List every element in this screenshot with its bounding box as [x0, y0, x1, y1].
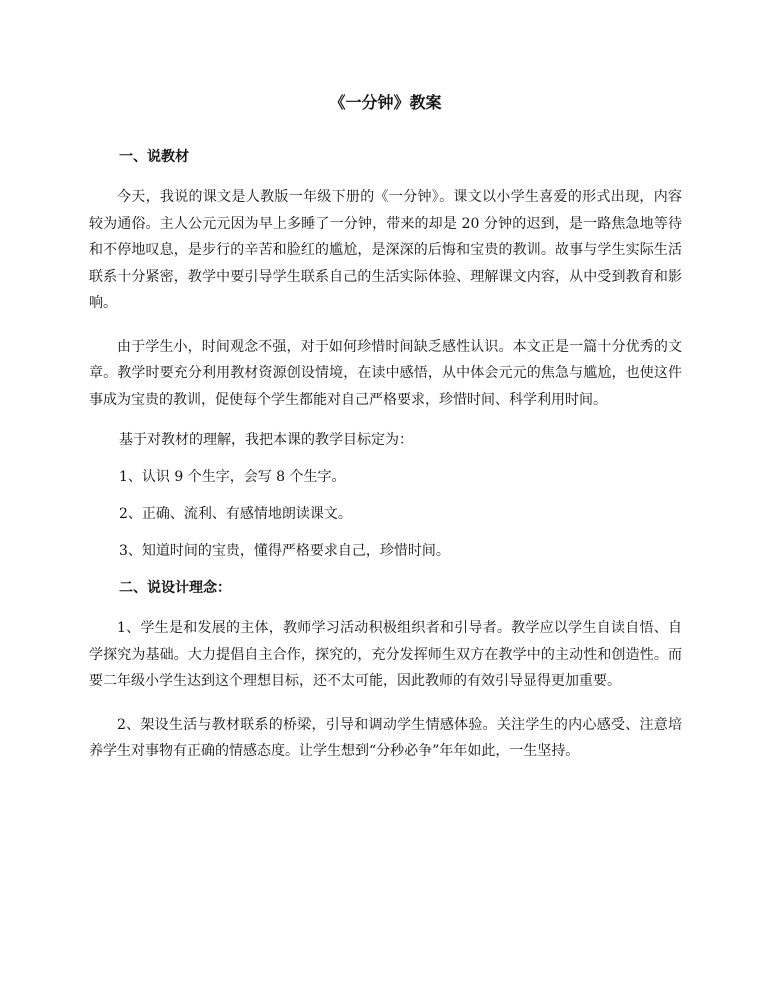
document-title: 《一分钟》教案	[329, 93, 442, 112]
section-heading-teaching-material: 一、说教材	[119, 149, 189, 165]
paragraph: 1、学生是和发展的主体，教师学习活动积极组织者和引导者。教学应以学生自读自悟、自学探究为基础。大力提倡自主合作，探究的，充分发挥师生双方在教学中的主动性和创造性。而要二年级小学生达到这个理想目标，还不太可能，因此教师的有效引导显得更加重要。	[89, 620, 682, 689]
paragraph: 今天，我说的课文是人教版一年级下册的《一分钟》。课文以小学生喜爱的形式出现，内容较为通俗。主人公元元因为早上多睡了一分钟，带来的却是 20 分钟的迟到，是一路焦急地等待和不停地叹息，是步行的辛苦和脸红的尴尬，是深深的后悔和宝贵的教训。故事与学生实际生活联系十分紧密，教学中要引导学生联系自己的生活实际体验、理解课文内容，从中受到教育和影响。	[89, 189, 682, 311]
goal-item: 2、正确、流利、有感情地朗读课文。	[119, 506, 352, 522]
paragraph: 由于学生小，时间观念不强，对于如何珍惜时间缺乏感性认识。本文正是一篇十分优秀的文章。教学时要充分利用教材资源创设情境，在读中感悟，从中体会元元的焦急与尴尬，也使这件事成为宝贵的教训，促使每个学生都能对自己严格要求，珍惜时间、科学利用时间。	[89, 338, 682, 408]
goal-item: 1、认识 9 个生字，会写 8 个生字。	[119, 469, 346, 485]
paragraph: 2、架设生活与教材联系的桥梁，引导和调动学生情感体验。关注学生的内心感受、注意培养学生对事物有正确的情感态度。让学生想到“分秒必争”年年如此，一生坚持。	[89, 716, 682, 759]
section-heading-design-concept: 二、说设计理念：	[119, 580, 231, 596]
goal-item: 3、知道时间的宝贵，懂得严格要求自己，珍惜时间。	[119, 543, 450, 559]
goal-intro-line: 基于对教材的理解，我把本课的教学目标定为：	[119, 432, 413, 448]
